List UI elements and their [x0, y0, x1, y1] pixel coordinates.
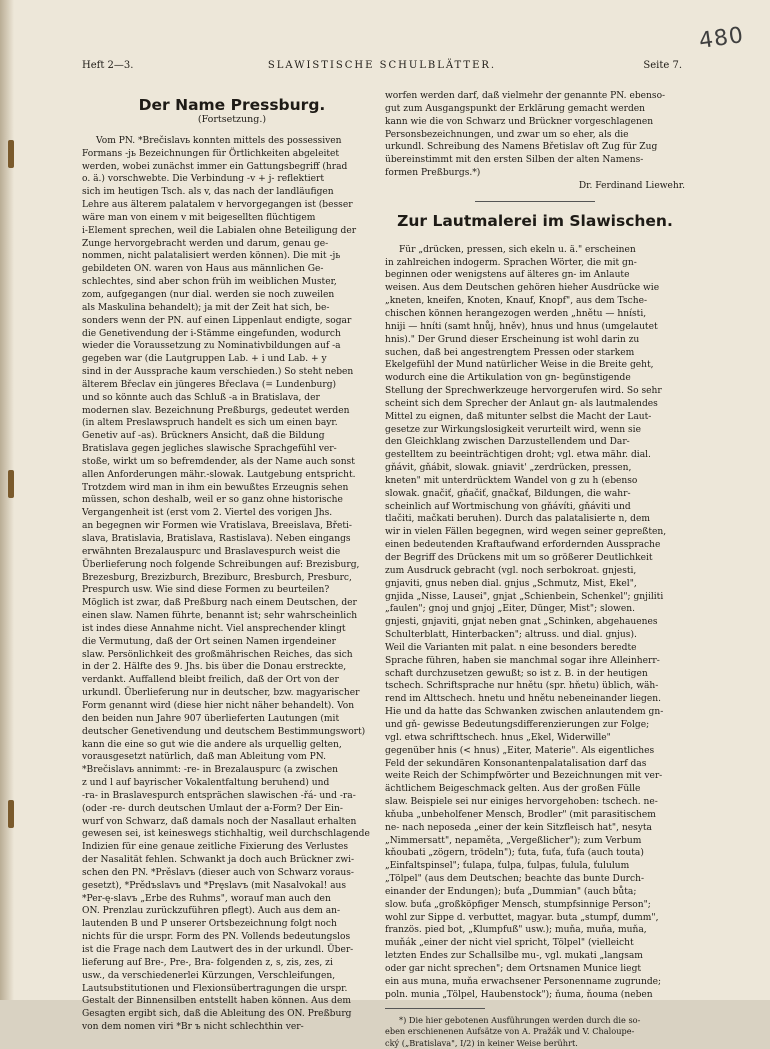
text-line: den beiden nun Jahre 907 überlieferten Lautungen (mit — [82, 713, 340, 724]
text-line: wir in vielen Fällen begegnen, wird wegen seiner gepreßten, — [385, 527, 667, 538]
right-column — [385, 90, 685, 1049]
text-line: schlechtes, sind aber schon früh im weiblichen Muster, — [82, 277, 337, 288]
text-line: oder gar nicht sprechen"; dem Ortsnamen Munice liegt — [385, 964, 642, 974]
journal-title: SLAWISTISCHE SCHULBLÄTTER. — [267, 60, 497, 71]
article-body-2 — [385, 244, 685, 1002]
text-line: kneten" mit unterdrücktem Wandel von g zu h (ebenso — [385, 475, 638, 486]
text-line: hnis)." Der Grund dieser Erscheinung ist wohl darin zu — [385, 334, 640, 345]
text-line: ein aus muna, muňa erwachsener Personenname zugrunde; — [385, 976, 662, 987]
text-line: müssen, schon deshalb, weil er so ganz ohne historische — [82, 495, 343, 506]
handwritten-page-number: 480 — [697, 22, 746, 55]
text-line: urkundl. Überlieferung nur in deutscher, bzw. magyarischer — [82, 688, 360, 699]
text-line: nichts für die urspr. Form des PN. Vollends bedeutungslos — [82, 932, 351, 943]
text-line: Brezesburg, Brezizburch, Breziburc, Bresburch, Presburc, — [82, 572, 352, 583]
running-header — [82, 60, 682, 76]
text-line: Hie und da hatte das Schwanken zwischen anlautendem gn- — [385, 707, 664, 718]
text-line: gut zum Ausgangspunkt der Erklärung gemacht werden — [385, 103, 646, 114]
staple-mark — [8, 800, 14, 828]
text-line: den Gleichklang zwischen Darzustellendem und Dar- — [385, 437, 630, 448]
text-line: modernen slav. Bezeichnung Preßburgs, gedeutet werden — [82, 405, 350, 416]
issue-number: Heft 2—3. — [82, 60, 134, 71]
text-line: der Nasalität fehlen. Schwankt ja doch auch Brückner zwi- — [82, 855, 355, 866]
text-line: kann die eine so gut wie die andere als urquellig gelten, — [82, 739, 342, 750]
text-line: die Vermutung, daß der Ort seinen Namen irgendeiner — [82, 636, 336, 647]
text-line: muňák „einer der nicht viel spricht, Tölpel" (vielleicht — [385, 938, 634, 949]
article-title-2: Zur Lautmalerei im Slawischen. — [397, 211, 673, 230]
text-line: Vom PN. *Brečislavь konnten mittels des possessiven — [96, 135, 342, 146]
text-line: Lehre aus älterem palatalem v hervorgegangen ist (besser — [82, 200, 353, 211]
text-line: usw., da verschiedenerlei Kürzungen, Verschleifungen, — [82, 970, 336, 981]
text-line: gesetze zur Wirkungslosigkeit verurteilt wird, wenn sie — [385, 424, 641, 435]
text-line: Ekelgefühl der Mund natürlicher Weise in die Breite geht, — [385, 360, 654, 371]
text-line: zom, aufgegangen (nur dial. werden sie noch zuweilen — [82, 289, 335, 300]
text-line: sind in der Aussprache kaum verschieden.) So steht neben — [82, 367, 354, 378]
staple-mark — [8, 140, 14, 168]
text-line: und gň- gewisse Bedeutungsdifferenzierungen zur Folge; — [385, 719, 650, 730]
text-line: slaw. Beispiele sei nur einiges hervorgehoben: tschech. ne- — [385, 797, 658, 808]
text-line: Feld der sekundären Konsonantenpalatalisation darf das — [385, 758, 647, 769]
text-line: wurf von Schwarz, daß damals noch der Nasallaut erhalten — [82, 816, 357, 827]
text-line: slow. buťa „großköpfiger Mensch, stumpfsinnige Person"; — [385, 899, 651, 910]
text-line: gnjida „Nisse, Lausei", gnjat „Schienbein, Schenkel"; gnjiliti — [385, 591, 664, 602]
text-line: ist indes diese Annahme nicht. Viel ansprechender klingt — [82, 623, 346, 634]
text-line: worfen werden darf, daß vielmehr der genannte PN. ebenso- — [385, 91, 666, 101]
text-line: suchen, daß bei angestrengtem Pressen oder starkem — [385, 347, 635, 358]
text-line: kňoubati „zögern, trödeln"); ťuta, ťuťa, ťufa (auch touta) — [385, 848, 644, 859]
text-line: wodurch eine die Artikulation von gn- begünstigende — [385, 373, 631, 384]
text-line: gestelltem zu beeinträchtigen droht; vgl. etwa mähr. dial. — [385, 450, 651, 461]
text-line: schen den PN. *Prěslavъ (dieser auch von Schwarz voraus- — [82, 867, 354, 878]
text-line: urkundl. Schreibung des Namens Břetislav oft Zug für Zug — [385, 142, 658, 153]
text-line: Mittel zu eignen, daß mitunter selbst die Macht der Laut- — [385, 411, 652, 422]
text-line: Gestalt der Binnensilben entstellt haben können. Aus dem — [82, 996, 351, 1007]
text-line: schaft durchzusetzen gewußt; so ist z. B. in der heutigen — [385, 668, 648, 679]
text-line: weisen. Aus dem Deutschen gehören hieher Ausdrücke wie — [385, 283, 660, 294]
text-line: poln. munia „Tölpel, Haubenstock"); ňuma, ňouma (neben — [385, 989, 653, 1000]
text-line: *Brečislavь annimmt: -re- in Brezalauspurc (a zwischen — [82, 765, 338, 776]
text-line: nommen, nicht palatalisiert werden können). Die mit -jь — [82, 251, 341, 262]
article-continuation — [385, 90, 685, 180]
text-line: Zunge hervorgebracht werden und darum, genau ge- — [82, 238, 329, 249]
staple-mark — [8, 470, 14, 498]
text-line: der Begriff des Drückens mit um so größerer Deutlichkeit — [385, 553, 653, 563]
article-subtitle: (Fortsetzung.) — [197, 114, 267, 125]
text-line: ne- nach neposeda „einer der kein Sitzfleisch hat", nesyta — [385, 822, 652, 833]
text-line: sonders wenn der PN. auf einen Lippenlaut endigte, sogar — [82, 315, 352, 326]
text-line: vgl. etwa schrifttschech. hnus „Ekel, Widerwille" — [385, 732, 611, 743]
text-line: chischen können herangezogen werden „hnětu — hnísti, — [385, 308, 647, 319]
text-line: (oder -re- durch deutschen Umlaut der a-Form? Der Ein- — [82, 803, 343, 814]
text-line: slowak. gnačiť, gňačiť, gnačkať, Bildungen, die wahr- — [385, 488, 631, 499]
text-line: einander der Endungen); buťa „Dummian" (auch bůta; — [385, 886, 637, 897]
text-line: Weil die Varianten mit palat. n eine besonders beredte — [385, 642, 637, 653]
text-line: Gesagten ergibt sich, daß die Ableitung des ON. Preßburg — [82, 1009, 352, 1020]
text-line: gegenüber hnis (< hnus) „Eiter, Materie". Als eigentliches — [385, 745, 655, 756]
text-line: Möglich ist zwar, daß Preßburg nach einem Deutschen, der — [82, 598, 357, 609]
text-line: an begegnen wir Formen wie Vratislava, Breeislava, Břeti- — [82, 521, 352, 532]
text-line: wohl zur Sippe d. verbuttet, magyar. buta „stumpf, dumm", — [385, 912, 659, 923]
text-line: weite Reich der Schimpfwörter und Bezeichnungen mit ver- — [385, 771, 663, 782]
text-line: letzten Endes zur Schallsilbe mu-, vgl. mukati „langsam — [385, 951, 643, 962]
text-line: rend im Alttschech. hnetu und hnětu nebeneinander liegen. — [385, 694, 661, 705]
text-line: stoße, wirkt um so befremdender, als der Name auch sonst — [82, 456, 355, 467]
text-line: „faulen"; gnoj und gnjoj „Eiter, Dünger, Mist"; slowen. — [385, 604, 636, 615]
text-line: formen Preßburgs.*) — [385, 168, 481, 179]
text-line: i-Element sprechen, weil die Labialen ohne Beteiligung der — [82, 225, 357, 236]
section-divider — [475, 201, 595, 202]
text-line: cký („Bratislava", I/2) in keiner Weise berührt. — [385, 1037, 578, 1048]
text-line: slava, Bratislavia, Bratislava, Rastislava). Neben eingangs — [82, 534, 351, 544]
author-signature: Dr. Ferdinand Liewehr. — [578, 180, 685, 191]
text-line: und so könnte auch das Schluß -a in Bratislava, der — [82, 392, 320, 403]
text-line: sich im heutigen Tsch. als v, das nach der landläufigen — [82, 187, 334, 198]
text-line: deutscher Genetivendung und deutschem Bestimmungswort) — [82, 726, 366, 737]
text-line: in zahlreichen indogerm. Sprachen Wörter, die mit gn- — [385, 257, 637, 268]
text-line: *Per-ę-slavъ „Erbe des Ruhms", worauf man auch den — [82, 893, 331, 904]
text-line: erwähnten Brezalauspurc und Braslavespurch weist die — [82, 546, 341, 557]
text-line: (in altem Preslawspruch handelt es sich um einen bayr. — [82, 418, 338, 429]
text-line: lieferung auf Bre-, Pre-, Bra- folgenden z, s, zis, zes, zi — [82, 957, 333, 968]
text-line: französ. pied bot, „Klumpfuß" usw.); muňa, muňa, muňa, — [385, 925, 647, 936]
text-line: allen Anforderungen mähr.-slowak. Lautgebung entspricht. — [82, 469, 356, 480]
text-line: o. ä.) vorschwebte. Die Verbindung -v + j- reflektiert — [82, 174, 325, 185]
text-line: -ra- in Braslavespurch entsprächen slawischen -řá- und -ra- — [82, 790, 356, 801]
text-line: eben erschienenen Aufsätze von A. Pražák und V. Chaloupe- — [385, 1026, 635, 1037]
text-line: Vergangenheit ist (erst vom 2. Viertel des vorigen Jhs. — [82, 508, 333, 519]
text-line: scheint sich dem Sprecher der Anlaut gn- als lautmalendes — [385, 398, 658, 409]
article-title: Der Name Pressburg. — [138, 96, 326, 114]
text-line: „Tölpel" (aus dem Deutschen; beachte das bunte Durch- — [385, 874, 645, 885]
text-line: in der 2. Hälfte des 9. Jhs. bis über die Donau erstreckte, — [82, 662, 347, 673]
text-line: übereinstimmt mit den ersten Silben der alten Namens- — [385, 155, 644, 166]
text-line: Trotzdem wird man in ihm ein bewußtes Erzeugnis sehen — [82, 482, 349, 493]
text-line: werden, wobei zunächst immer ein Gattungsbegriff (hrad — [82, 161, 348, 172]
text-line: Schulterblatt, Hinterbacken"; altruss. und dial. gnjus). — [385, 630, 637, 641]
text-line: von dem nomen viri *Br ъ nicht schlechthin ver- — [82, 1022, 304, 1033]
text-line: einen bedeutenden Kraftaufwand erfordernden Aussprache — [385, 540, 661, 551]
text-line: Form genannt wird (diese hier nicht näher behandelt). Von — [82, 700, 355, 711]
text-line: z und l auf bayrischer Vokalentfaltung beruhend) und — [82, 778, 330, 789]
text-line: ächtlichem Beigeschmack gelten. Aus der großen Fülle — [385, 784, 641, 795]
text-line: Sprache führen, haben sie manchmal sogar ihre Alleinherr- — [385, 655, 660, 666]
text-line: zum Ausdruck gebracht (vgl. noch serbokroat. gnjesti, — [385, 565, 637, 576]
text-line: Stellung der Sprechwerkzeuge hervorgerufen wird. So sehr — [385, 386, 662, 397]
text-line: verdankt. Auffallend bleibt freilich, daß der Ort von der — [82, 675, 339, 686]
text-line: lautenden B und P unserer Ortsbezeichnung folgt noch — [82, 919, 337, 930]
text-line: ON. Prenzlau zurückzuführen pflegt). Auch aus dem an- — [82, 906, 341, 917]
footnote — [385, 1015, 685, 1049]
text-line: Indizien für eine genaue zeitliche Fixierung des Verlustes — [82, 842, 349, 853]
text-line: slaw. Persönlichkeit des großmährischen Reiches, das sich — [82, 649, 353, 660]
article-body — [82, 135, 382, 1034]
text-line: gnjaviti, gnus neben dial. gnjus „Schmutz, Mist, Ekel", — [385, 578, 637, 589]
text-line: „Nimmersatt", nepaměta, „Vergeßlicher"); zum Verbum — [385, 835, 642, 846]
text-line: hniji — hníti (samt hnůj, hněv), hnus und hnus (umgelautet — [385, 321, 658, 332]
text-line: scheinlich auf Wortmischung von gňávíti, gňáviti und — [385, 501, 631, 512]
text-line: kňuba „unbeholfener Mensch, Brodler" (mit parasitischem — [385, 809, 656, 820]
text-line: wäre man von einem v mit beigesellten flüchtigem — [82, 212, 316, 223]
text-line: „kneten, kneifen, Knoten, Knauf, Knopf", aus dem Tsche- — [385, 296, 648, 307]
text-line: Personsbezeichnungen, und zwar um so eher, als die — [385, 129, 629, 140]
text-line: einen slaw. Namen führte, benannt ist; sehr wahrscheinlich — [82, 611, 358, 622]
text-line: kann wie die von Schwarz und Brückner vorgeschlagenen — [385, 116, 654, 127]
text-line: gňávit, gňábit, slowak. gniavit' „zerdrücken, pressen, — [385, 463, 632, 474]
page-number: Seite 7. — [643, 60, 682, 71]
text-line: tschech. Schriftsprache nur hnětu (spr. hňetu) üblich, wäh- — [385, 681, 659, 692]
text-line: *) Die hier gebotenen Ausführungen werden durch die so- — [399, 1014, 641, 1025]
text-line: vorausgesetzt natürlich, daß man Ableitung vom PN. — [82, 752, 327, 763]
text-line: tlačiti, mačkati beruhen). Durch das palatalisierte n, dem — [385, 514, 650, 525]
text-line: gebildeten ON. waren von Haus aus männlichen Ge- — [82, 264, 324, 275]
text-line: Prespurch usw. Wie sind diese Formen zu beurteilen? — [82, 585, 330, 596]
text-line: ist die Frage nach dem Lautwert des in der urkundl. Über- — [82, 945, 354, 955]
text-line: Überlieferung noch folgende Schreibungen auf: Brezisburg, — [82, 559, 360, 570]
text-line: Für „drücken, pressen, sich ekeln u. ä." erscheinen — [399, 244, 636, 255]
text-line: beginnen oder wenigstens auf älteres gn- im Anlaute — [385, 270, 630, 281]
text-line: die Genetivendung der i-Stämme eingefunden, wodurch — [82, 328, 341, 339]
footnote-divider — [385, 1008, 485, 1009]
text-line: als Maskulina behandelt); ja mit der Zeit hat sich, be- — [82, 302, 330, 313]
text-line: Formans -jь Bezeichnungen für Örtlichkeiten abgeleitet — [82, 148, 340, 159]
text-line: gegeben war (die Lautgruppen Lab. + i und Lab. + y — [82, 354, 327, 365]
text-line: „Einfaltspinsel"; ťulapa, ťulpa, ťulpas, ťulula, ťululum — [385, 861, 630, 872]
text-line: gewesen sei, ist keineswegs stichhaltig, weil durchschlagende — [82, 829, 370, 840]
text-line: Lautsubstitutionen und Flexionsübertragungen die urspr. — [82, 983, 348, 994]
text-line: wieder die Voraussetzung zu Nominativbildungen auf -a — [82, 341, 341, 352]
text-line: älterem Břeclav ein jüngeres Břeclava (= Lundenburg) — [82, 379, 337, 390]
text-line: Bratislava gegen jegliches slawische Sprachgefühl ver- — [82, 444, 337, 455]
text-line: gnjesti, gnjaviti, gnjat neben gnat „Schinken, abgehauenes — [385, 617, 658, 628]
text-line: gesetzt), *Prědъslavъ und *Prę̣slavъ (mit Nasalvokal! aus — [82, 880, 347, 891]
left-column — [82, 90, 382, 1034]
text-line: Genetiv auf -as). Brückners Ansicht, daß die Bildung — [82, 431, 325, 442]
